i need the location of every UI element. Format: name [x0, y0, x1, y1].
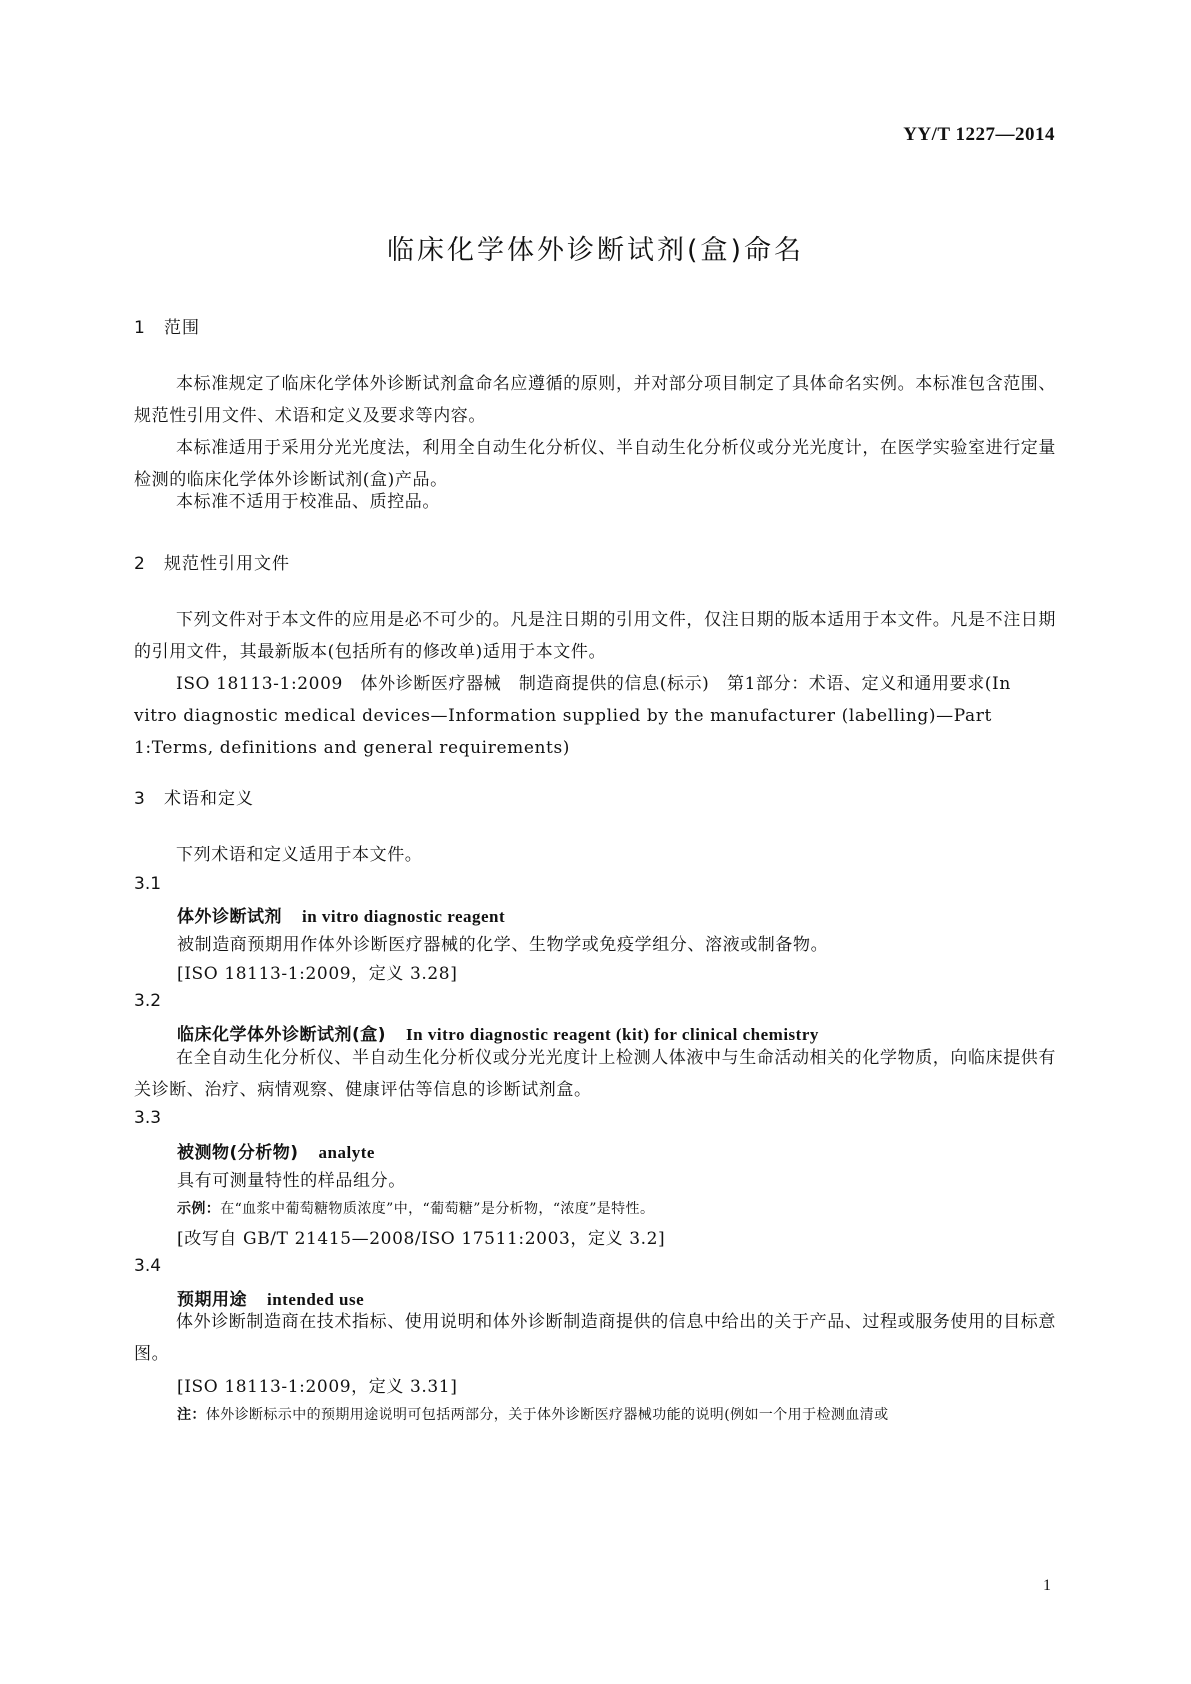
term-definition: 具有可测量特性的样品组分。	[177, 1171, 406, 1191]
document-title: 临床化学体外诊断试剂(盒)命名	[386, 235, 805, 266]
term-chinese: 被测物(分析物)	[177, 1143, 299, 1163]
example-text: 在“血浆中葡萄糖物质浓度”中，“葡萄糖”是分析物，“浓度”是特性。	[220, 1201, 655, 1217]
term-chinese: 预期用途	[177, 1290, 247, 1310]
term-source: [ISO 18113-1:2009，定义 3.28]	[177, 964, 458, 984]
term-example	[177, 1198, 654, 1218]
section-heading-scope	[134, 313, 200, 338]
scope-paragraph-1: 本标准规定了临床化学体外诊断试剂盒命名应遵循的原则，并对部分项目制定了具体命名实例。本标准包含范围、规范性引用文件、术语和定义及要求等内容。	[134, 374, 1056, 426]
term-english: in vitro diagnostic reagent	[302, 907, 506, 926]
section-number: 2	[134, 554, 146, 574]
term-definition: 被制造商预期用作体外诊断医疗器械的化学、生物学或免疫学组分、溶液或制备物。	[177, 935, 829, 955]
term-name	[177, 1138, 375, 1163]
section-heading-terms	[134, 784, 254, 809]
term-source: [改写自 GB/T 21415—2008/ISO 17511:2003，定义 3.2]	[177, 1229, 666, 1249]
term-definition: 体外诊断制造商在技术指标、使用说明和体外诊断制造商提供的信息中给出的关于产品、过程或服务使用的目标意图。	[134, 1312, 1056, 1364]
page-number: 1	[1043, 1577, 1051, 1594]
section-title: 规范性引用文件	[164, 554, 290, 574]
term-note	[177, 1404, 888, 1424]
term-number: 3.1	[134, 874, 162, 894]
section-title: 术语和定义	[164, 789, 254, 809]
references-iso-18113: ISO 18113-1:2009 体外诊断医疗器械 制造商提供的信息(标示) 第1部分：术语、定义和通用要求(In vitro diagnostic medical devices—Information supplied by the manufacturer (labelling)—Part 1:Terms, definitions and general requirements)	[134, 674, 1011, 758]
term-english: In vitro diagnostic reagent (kit) for clinical chemistry	[406, 1025, 819, 1044]
term-chinese: 临床化学体外诊断试剂(盒)	[177, 1025, 387, 1045]
term-number: 3.2	[134, 991, 162, 1011]
standard-code: YY/T 1227—2014	[903, 124, 1055, 145]
references-paragraph-1: 下列文件对于本文件的应用是必不可少的。凡是注日期的引用文件，仅注日期的版本适用于本文件。凡是不注日期的引用文件，其最新版本(包括所有的修改单)适用于本文件。	[134, 610, 1056, 662]
term-number: 3.4	[134, 1256, 162, 1276]
scope-paragraph-3: 本标准不适用于校准品、质控品。	[176, 492, 440, 512]
section-heading-normative-references	[134, 549, 290, 574]
term-english: intended use	[267, 1290, 365, 1309]
example-label: 示例：	[177, 1201, 221, 1217]
term-source: [ISO 18113-1:2009，定义 3.31]	[177, 1377, 458, 1397]
section-number: 1	[134, 318, 146, 338]
terms-intro: 下列术语和定义适用于本文件。	[176, 845, 423, 865]
term-chinese: 体外诊断试剂	[177, 907, 282, 927]
scope-paragraph-2: 本标准适用于采用分光光度法，利用全自动生化分析仪、半自动生化分析仪或分光光度计，在医学实验室进行定量检测的临床化学体外诊断试剂(盒)产品。	[134, 438, 1056, 490]
term-number: 3.3	[134, 1108, 162, 1128]
term-definition: 在全自动生化分析仪、半自动生化分析仪或分光光度计上检测人体液中与生命活动相关的化学物质，向临床提供有关诊断、治疗、病情观察、健康评估等信息的诊断试剂盒。	[134, 1048, 1056, 1100]
term-english: analyte	[318, 1143, 375, 1162]
section-number: 3	[134, 789, 146, 809]
note-text: 体外诊断标示中的预期用途说明可包括两部分，关于体外诊断医疗器械功能的说明(例如一个用于检测血清或	[205, 1407, 889, 1423]
section-title: 范围	[164, 318, 200, 338]
term-name	[177, 902, 505, 927]
note-label: 注：	[177, 1407, 206, 1423]
